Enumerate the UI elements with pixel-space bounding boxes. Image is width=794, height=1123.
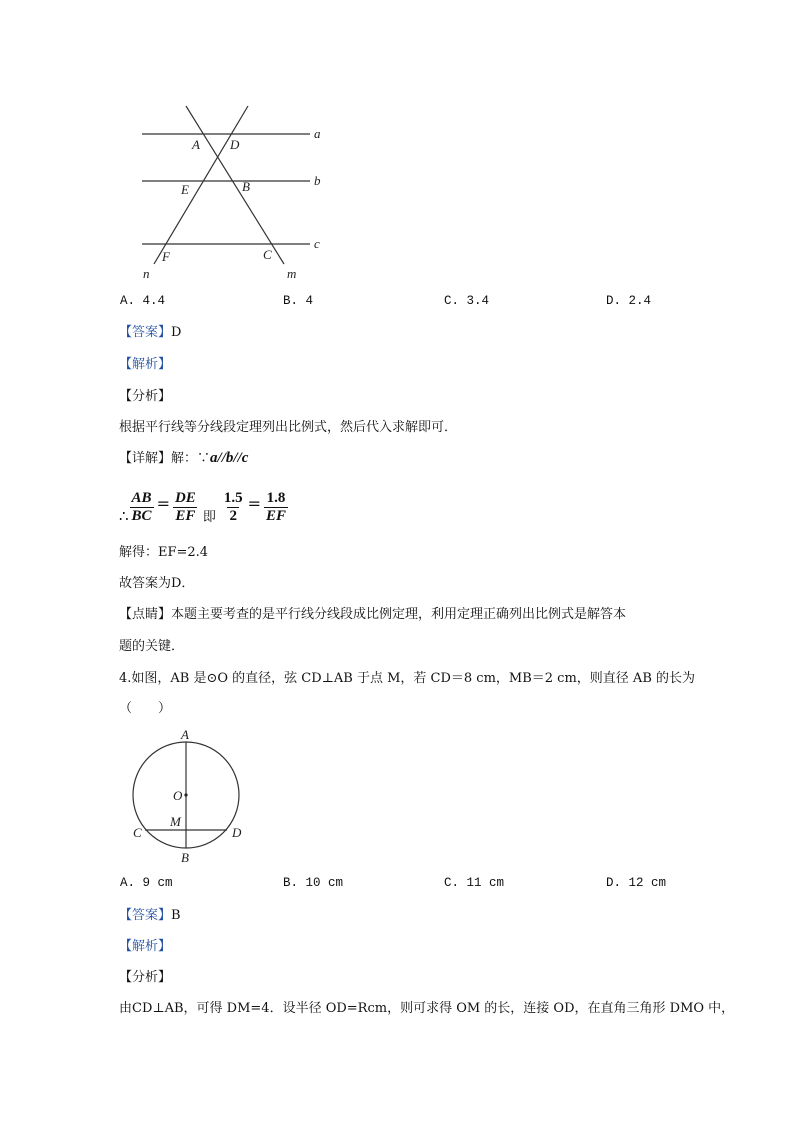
- label-point-O: O: [173, 788, 183, 803]
- label-point-B: B: [181, 850, 189, 865]
- label-n: n: [143, 266, 150, 281]
- label-point-A: A: [181, 727, 189, 742]
- label-m: m: [287, 266, 297, 281]
- q3-option-c: C. 3.4: [444, 294, 490, 308]
- fraction-denominator: EF: [265, 508, 286, 524]
- fraction-numerator: 1.5: [223, 490, 243, 506]
- fraction-numerator: DE: [174, 490, 196, 506]
- q4-option-b: B. 10 cm: [283, 876, 344, 890]
- fraction-numerator: AB: [131, 490, 152, 506]
- circle-figure: [125, 722, 255, 872]
- parallel-lines-figure: [130, 100, 340, 285]
- q3-answer-line: [119, 321, 181, 340]
- label-point-D: D: [230, 137, 240, 152]
- label-point-M: M: [170, 814, 181, 829]
- q3-option-b: B. 4: [283, 294, 314, 308]
- proportion-equation: [119, 479, 288, 525]
- equals-sign: =: [247, 494, 261, 513]
- label-point-B: B: [242, 179, 250, 194]
- fraction-18-ef: [264, 490, 288, 525]
- fraction-de-ef: [173, 490, 198, 525]
- answer-tag: 【答案】: [119, 908, 172, 923]
- parallel-expression: a//b//c: [210, 450, 249, 466]
- label-c: c: [314, 236, 320, 251]
- label-point-E: E: [181, 182, 189, 197]
- equals-sign: =: [156, 494, 170, 513]
- answer-tag: 【答案】: [119, 325, 172, 340]
- center-point: [184, 793, 187, 796]
- q3-conclusion: 故答案为D．: [119, 576, 195, 591]
- fraction-ab-bc: [130, 490, 154, 525]
- q3-option-d: D. 2.4: [606, 294, 652, 308]
- dianjing-text: 本题主要考查的是平行线分线段成比例定理，利用定理正确列出比例式是解答本: [171, 607, 627, 622]
- q3-dianjing-line1: [119, 603, 626, 622]
- label-point-D: D: [232, 825, 242, 840]
- therefore-symbol: ∴: [119, 507, 129, 525]
- q4-stem-line2: （ ）: [119, 701, 172, 716]
- q3-fenxi-text: 根据平行线等分线段定理列出比例式，然后代入求解即可．: [119, 420, 458, 435]
- fraction-numerator: 1.8: [266, 490, 286, 506]
- fraction-15-2: [222, 490, 245, 525]
- label-a: a: [314, 126, 321, 141]
- fraction-denominator: EF: [175, 508, 196, 524]
- q3-xiangjie-line: [119, 447, 248, 467]
- q3-option-a: A. 4.4: [120, 294, 166, 308]
- dianjing-tag: 【点睛】: [119, 607, 172, 622]
- q3-fenxi-tag: 【分析】: [119, 389, 172, 404]
- label-point-C: C: [133, 825, 142, 840]
- q4-option-d: D. 12 cm: [606, 876, 667, 890]
- because-symbol: ∵: [197, 451, 211, 466]
- answer-value: B: [171, 908, 181, 923]
- ji-text: 即: [202, 510, 216, 525]
- q4-fenxi-text: 由CD⊥AB，可得 DM=4．设半径 OD=Rcm，则可求得 OM 的长，连接 OD，在直角三角形 DMO 中，: [119, 1001, 735, 1016]
- fraction-denominator: 2: [229, 508, 237, 524]
- q4-answer-line: [119, 904, 181, 923]
- q4-fenxi-tag: 【分析】: [119, 970, 172, 985]
- answer-value: D: [171, 325, 182, 340]
- label-point-F: F: [162, 249, 170, 264]
- xiangjie-text: 解：: [171, 451, 198, 466]
- label-point-C: C: [263, 247, 272, 262]
- label-b: b: [314, 173, 321, 188]
- q4-jiexi-tag: 【解析】: [119, 939, 172, 954]
- q4-option-c: C. 11 cm: [444, 876, 505, 890]
- q3-jiexi-tag: 【解析】: [119, 357, 172, 372]
- fraction-denominator: BC: [131, 508, 152, 524]
- q4-stem-line1: 4.如图，AB 是⊙O 的直径，弦 CD⊥AB 于点 M，若 CD＝8 cm，MB＝2 cm，则直径 AB 的长为: [119, 671, 695, 686]
- q3-dianjing-line2: 题的关键．: [119, 639, 185, 654]
- label-point-A: A: [192, 137, 200, 152]
- xiangjie-tag: 【详解】: [119, 451, 172, 466]
- q3-solve-text: 解得：EF=2.4: [119, 545, 209, 560]
- q4-option-a: A. 9 cm: [120, 876, 173, 890]
